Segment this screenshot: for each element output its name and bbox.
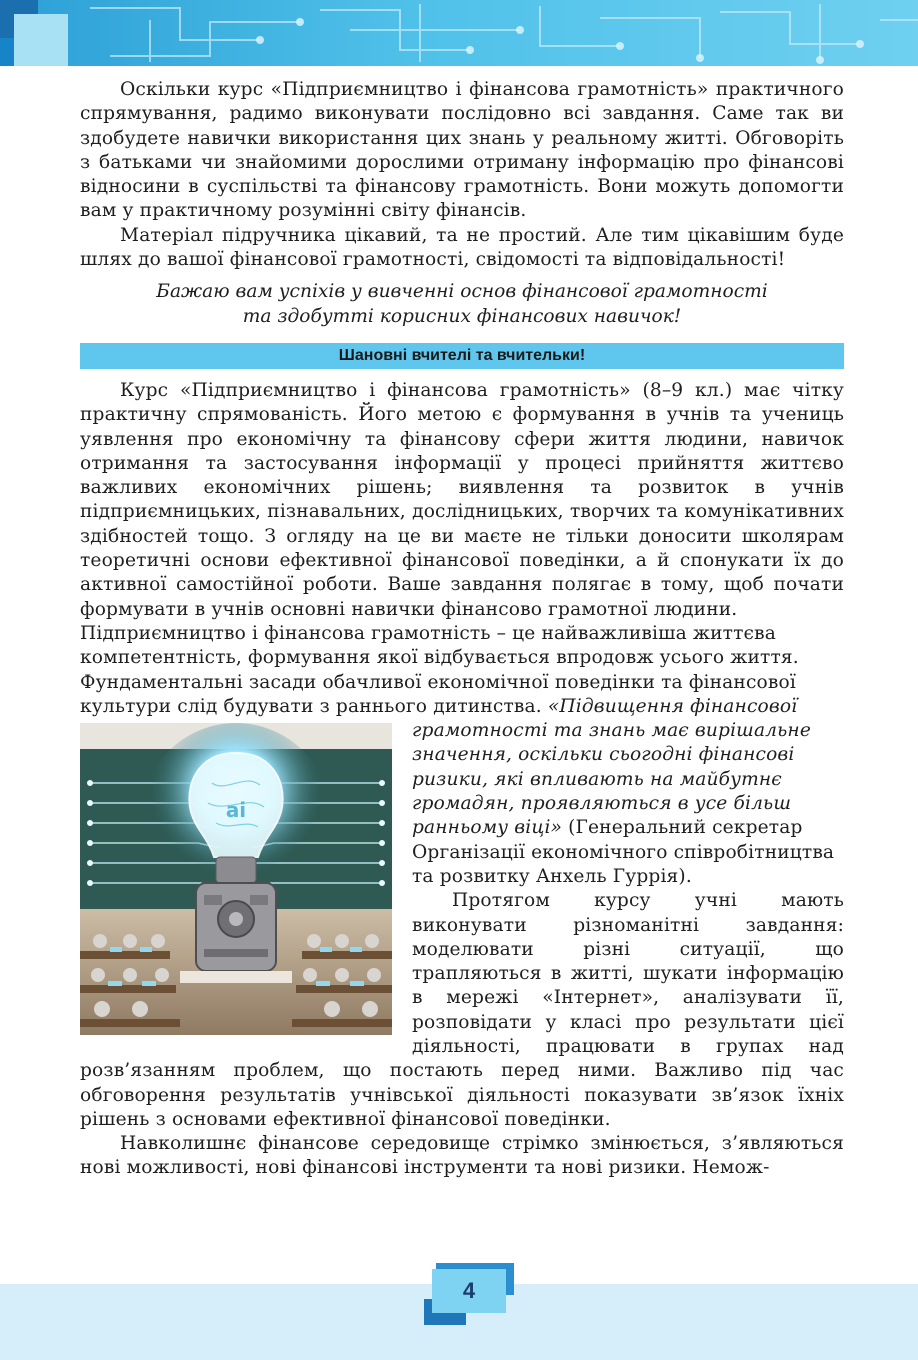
- oecd-quote: «Підвищення фінансової грамотності та знань має вирішальне значення, оскільки сьогодні фінансові ризики, які впливають на майбутнє громадян, проявляються в усе більш ранньому віці»: [412, 695, 811, 839]
- page-header-band: [0, 0, 918, 66]
- lightbulb-classroom-illustration: [80, 723, 392, 1035]
- last-paragraph: Навколишнє фінансове середовище стрімко змінюється, з’являються нові можливості, нові фінансові інструменти та нові ризики. Немож-: [80, 1133, 844, 1179]
- wish-line-2: та здобутті корисних фінансових навичок!: [242, 305, 682, 327]
- circuit-pattern: [0, 0, 918, 66]
- competence-paragraph-body: [412, 696, 834, 887]
- intro-paragraph-2: Матеріал підручника цікавий, та не простий. Але тим цікавішим буде шлях до вашої фінансової грамотності, свідомості та відповідальності!: [80, 224, 844, 271]
- tasks-paragraph: Протягом курсу учні мають виконувати різноманітні завдання: моделювати різні ситуації, що трапляються в житті, шукати інформацію в мережі «Інтернет», аналізувати її, розповідати у класі про результати цієї діяльності, працювати в групах над розв’язанням проблем, що постають перед ними. Важливо під час обговорення результатів учнівської діяльності показувати зв’язок їхніх рішень з основами ефективної фінансової поведінки.: [80, 890, 844, 1130]
- section-banner: [80, 343, 844, 369]
- intro-paragraph-1: Оскільки курс «Підприємництво і фінансова грамотність» практичного спрямування, радимо виконувати послідовно всі завдання. Саме так ви здобудете навички використання цих знань у реальному житті. Обговоріть з батьками чи знайомими дорослими отриману інформацію про фінансові відносини в суспільстві та фінансову грамотність. Вони можуть допомогти вам у практичному розумінні світу фінансів.: [80, 79, 844, 222]
- wish-line-1: Бажаю вам успіхів у вивченні основ фінансової грамотності: [156, 281, 768, 303]
- page-content: [80, 78, 844, 1181]
- wish-quote: [80, 280, 844, 329]
- header-square-mid: [0, 38, 14, 66]
- competence-paragraph-lead: Підприємництво і фінансова грамотність – це найважливіша життєва компетентність, формування якої відбувається впродовж усього життя. Фундаментальні засади обачливої економічної поведінки та фінансової культури слід будувати з раннього дитинства.: [80, 622, 799, 717]
- page-number: 4: [462, 1278, 476, 1303]
- header-square-light: [14, 14, 68, 66]
- page-number-badge: [432, 1269, 506, 1313]
- oecd-quote-source: (Генеральний секретар Організації економічного співробітництва та розвитку Анхель Гуррія).: [412, 817, 835, 887]
- bulb-label: ai: [225, 798, 247, 823]
- banner-title: Шановні вчителі та вчительки!: [338, 346, 586, 364]
- teachers-paragraph-1: Курс «Підприємництво і фінансова грамотність» (8–9 кл.) має чітку практичну спрямованість. Його метою є формування в учнів та учениць уявлення про економічну та фінансову сфери життя людини, навичок отримання та застосування інформації у процесі прийняття життєво важливих економічних рішень; виявлення та розвиток в учнів підприємницьких, пізнавальних, дослідницьких, творчих та комунікативних здібностей тощо. З огляду на це ви маєте не тільки доносити школярам теоретичні основи ефективної фінансової поведінки, а й спонукати їх до активної самостійної роботи. Ваше завдання полягає в тому, щоб почати формувати в учнів основні навички фінансово грамотної людини.: [80, 379, 844, 620]
